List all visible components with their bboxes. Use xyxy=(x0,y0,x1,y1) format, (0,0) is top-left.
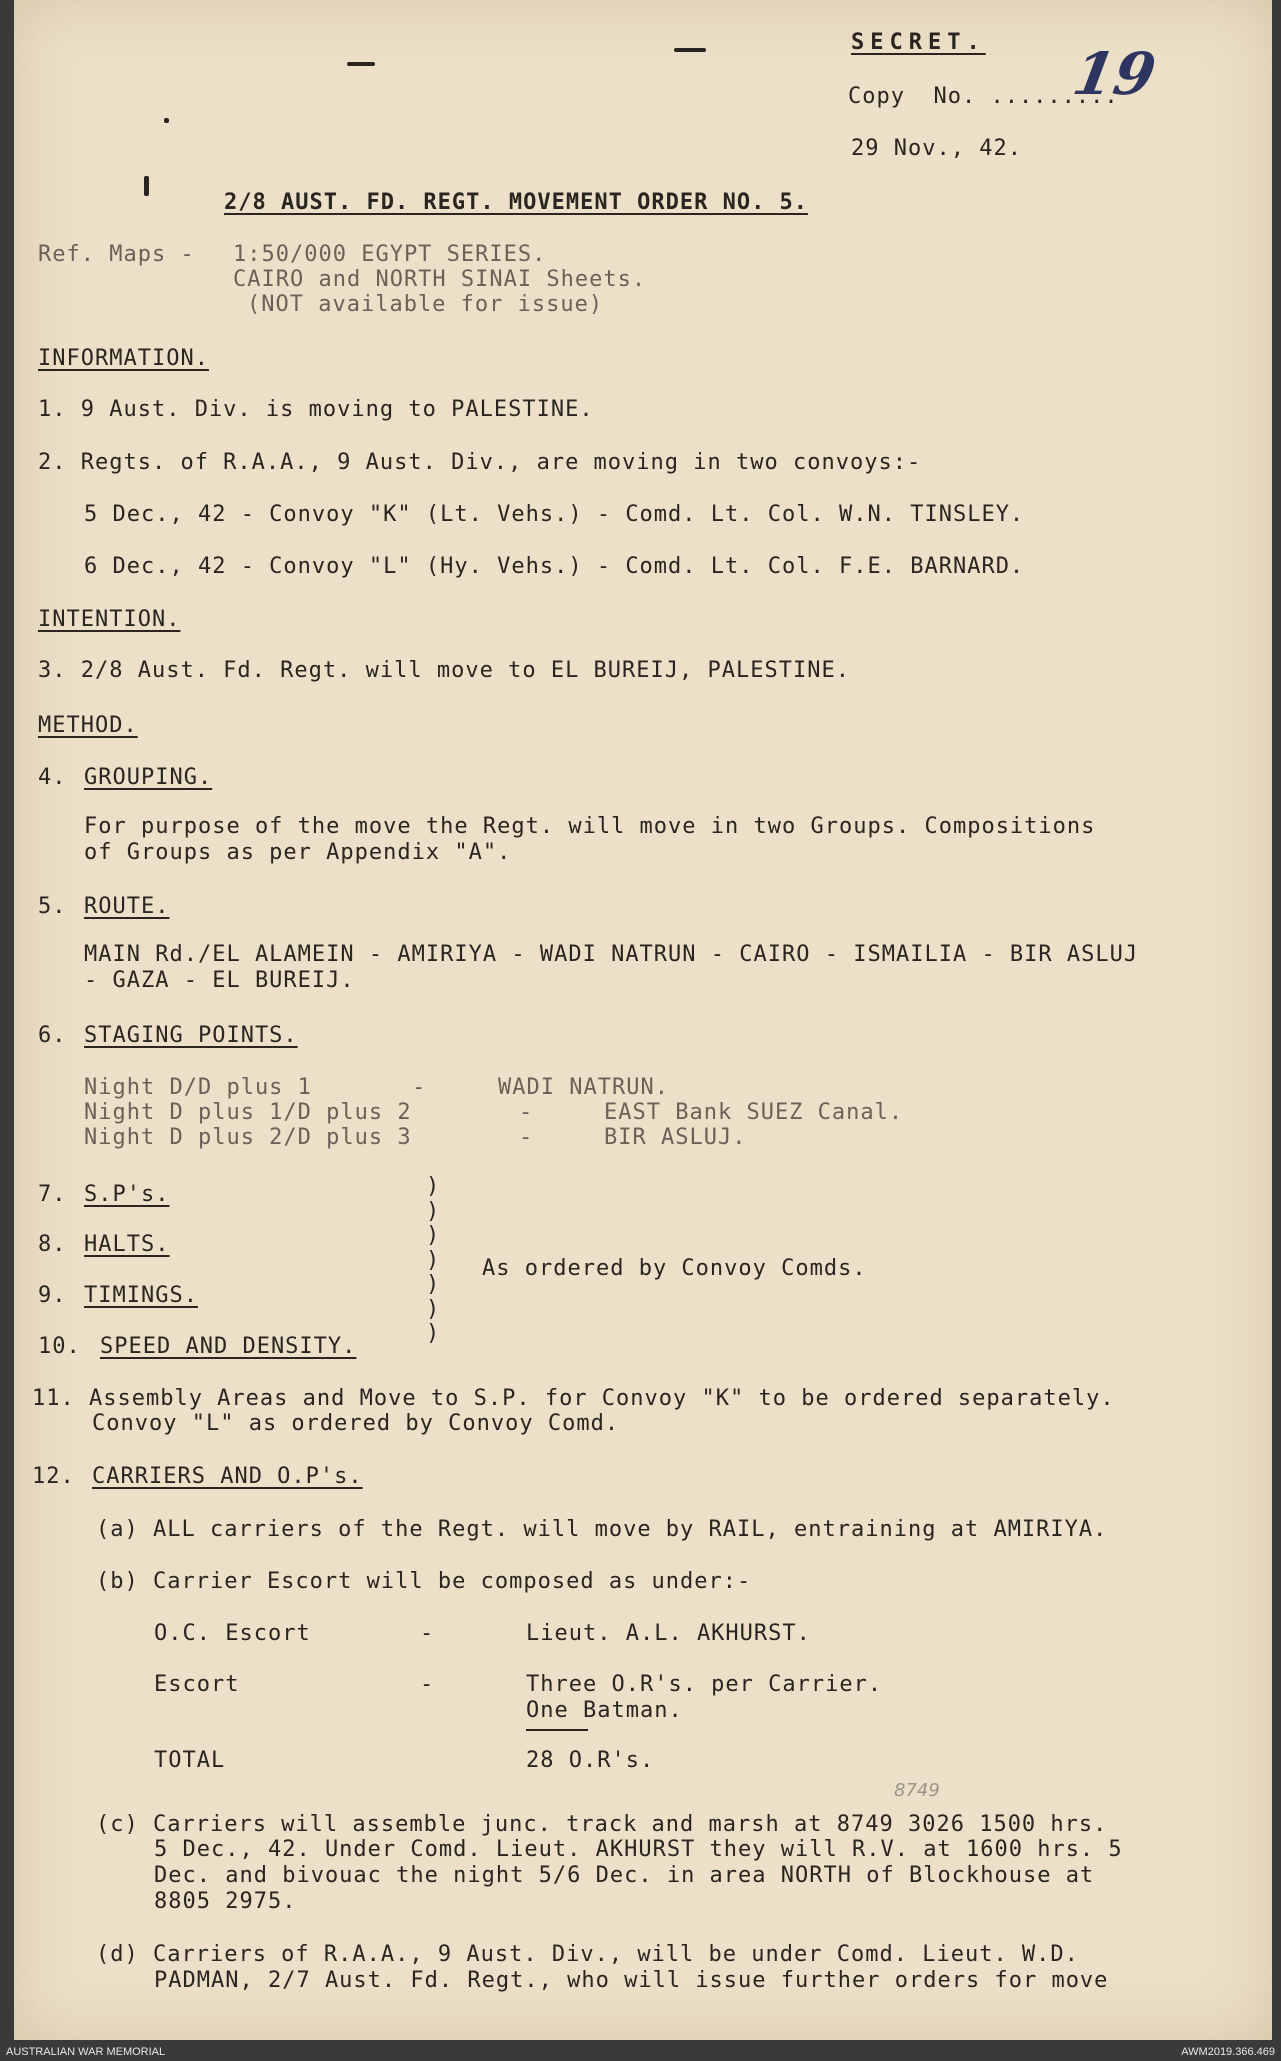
escort-detail: Three O.R's. per Carrier. xyxy=(526,1672,883,1697)
staging-dash: - xyxy=(412,1075,427,1100)
item-8-label: HALTS. xyxy=(84,1232,170,1257)
total-value: 28 O.R's. xyxy=(526,1748,655,1773)
section-heading-information: INFORMATION. xyxy=(38,346,209,371)
staple-mark xyxy=(347,62,375,66)
item-10-number: 10. xyxy=(38,1334,81,1359)
staging-night: Night D/D plus 1 xyxy=(84,1075,312,1100)
item-7-number: 7. xyxy=(38,1182,67,1207)
staging-night: Night D plus 2/D plus 3 xyxy=(84,1125,412,1150)
staging-place: EAST Bank SUEZ Canal. xyxy=(604,1100,904,1125)
escort-dash: - xyxy=(420,1672,435,1697)
ref-maps-scale: 1:50/000 EGYPT SERIES. xyxy=(233,242,547,267)
carriers-c-line1: (c) Carriers will assemble junc. track and marsh at 8749 3026 1500 hrs. xyxy=(96,1812,1108,1837)
staple-mark xyxy=(674,48,706,52)
item-8-number: 8. xyxy=(38,1232,67,1257)
bracket: ) ) ) ) ) ) ) xyxy=(426,1174,441,1346)
item-7-label: S.P's. xyxy=(84,1182,170,1207)
paragraph-2: 2. Regts. of R.A.A., 9 Aust. Div., are moving in two convoys:- xyxy=(38,450,922,475)
item-9-number: 9. xyxy=(38,1283,67,1308)
carriers-b: (b) Carrier Escort will be composed as under:- xyxy=(96,1569,752,1594)
staging-dash: - xyxy=(519,1100,534,1125)
carriers-c-line3: Dec. and bivouac the night 5/6 Dec. in area NORTH of Blockhouse at xyxy=(154,1863,1095,1888)
item-12-number: 12. xyxy=(32,1464,75,1489)
document-title: 2/8 AUST. FD. REGT. MOVEMENT ORDER NO. 5. xyxy=(224,190,809,215)
document-date: 29 Nov., 42. xyxy=(851,136,1022,161)
carriers-c-line4: 8805 2975. xyxy=(154,1889,297,1914)
ref-maps-label: Ref. Maps - xyxy=(38,242,195,267)
paragraph-1: 1. 9 Aust. Div. is moving to PALESTINE. xyxy=(38,397,594,422)
staging-place: BIR ASLUJ. xyxy=(604,1125,747,1150)
items-7-10-note: As ordered by Convoy Comds. xyxy=(482,1256,867,1281)
route-line1: MAIN Rd./EL ALAMEIN - AMIRIYA - WADI NATRUN - CAIRO - ISMAILIA - BIR ASLUJ xyxy=(84,942,1139,967)
escort-detail: Lieut. A.L. AKHURST. xyxy=(526,1621,811,1646)
item-5-number: 5. xyxy=(38,894,67,919)
pencil-annotation: 8749 xyxy=(894,1780,940,1801)
item-6-number: 6. xyxy=(38,1023,67,1048)
grouping-text-line2: of Groups as per Appendix "A". xyxy=(84,840,512,865)
convoy-k-line: 5 Dec., 42 - Convoy "K" (Lt. Vehs.) - Comd. Lt. Col. W.N. TINSLEY. xyxy=(84,502,1025,527)
carriers-a: (a) ALL carriers of the Regt. will move by RAIL, entraining at AMIRIYA. xyxy=(96,1517,1108,1542)
item-10-label: SPEED AND DENSITY. xyxy=(100,1334,357,1359)
total-rule xyxy=(526,1729,588,1731)
footer-accession-number: AWM2019.366.469 xyxy=(1181,2046,1275,2058)
escort-role: Escort xyxy=(154,1672,240,1697)
staging-dash: - xyxy=(519,1125,534,1150)
carriers-d-line2: PADMAN, 2/7 Aust. Fd. Regt., who will issue further orders for move xyxy=(154,1968,1109,1993)
item-4-number: 4. xyxy=(38,765,67,790)
document-page xyxy=(14,0,1272,2040)
escort-role: O.C. Escort xyxy=(154,1621,311,1646)
route-line2: - GAZA - EL BUREIJ. xyxy=(84,968,355,993)
total-label: TOTAL xyxy=(154,1748,226,1773)
convoy-l-line: 6 Dec., 42 - Convoy "L" (Hy. Vehs.) - Comd. Lt. Col. F.E. BARNARD. xyxy=(84,554,1025,579)
punch-mark xyxy=(144,176,149,196)
ink-spot xyxy=(164,118,169,123)
escort-batman: One Batman. xyxy=(526,1698,683,1723)
paragraph-11-line2: Convoy "L" as ordered by Convoy Comd. xyxy=(92,1411,620,1436)
staging-place: WADI NATRUN. xyxy=(498,1075,669,1100)
staging-points-heading: STAGING POINTS. xyxy=(84,1023,298,1048)
classification: SECRET. xyxy=(851,30,986,55)
ref-maps-note: (NOT available for issue) xyxy=(247,292,604,317)
copy-number-handwritten: 19 xyxy=(1068,40,1161,108)
staging-night: Night D plus 1/D plus 2 xyxy=(84,1100,412,1125)
footer-credit: AUSTRALIAN WAR MEMORIAL xyxy=(6,2046,166,2058)
carriers-heading: CARRIERS AND O.P's. xyxy=(92,1464,363,1489)
paragraph-3: 3. 2/8 Aust. Fd. Regt. will move to EL BUREIJ, PALESTINE. xyxy=(38,658,850,683)
carriers-d-line1: (d) Carriers of R.A.A., 9 Aust. Div., will be under Comd. Lieut. W.D. xyxy=(96,1942,1079,1967)
copy-number-label: Copy No. ......... xyxy=(848,84,1119,109)
carriers-c-line2: 5 Dec., 42. Under Comd. Lieut. AKHURST they will R.V. at 1600 hrs. 5 xyxy=(154,1837,1123,1862)
item-9-label: TIMINGS. xyxy=(84,1283,198,1308)
section-heading-method: METHOD. xyxy=(38,713,138,738)
paragraph-11-line1: 11. Assembly Areas and Move to S.P. for Convoy "K" to be ordered separately. xyxy=(32,1386,1115,1411)
grouping-heading: GROUPING. xyxy=(84,765,213,790)
ref-maps-sheets: CAIRO and NORTH SINAI Sheets. xyxy=(233,267,647,292)
escort-dash: - xyxy=(420,1621,435,1646)
section-heading-intention: INTENTION. xyxy=(38,607,181,632)
route-heading: ROUTE. xyxy=(84,894,170,919)
grouping-text-line1: For purpose of the move the Regt. will move in two Groups. Compositions xyxy=(84,814,1096,839)
